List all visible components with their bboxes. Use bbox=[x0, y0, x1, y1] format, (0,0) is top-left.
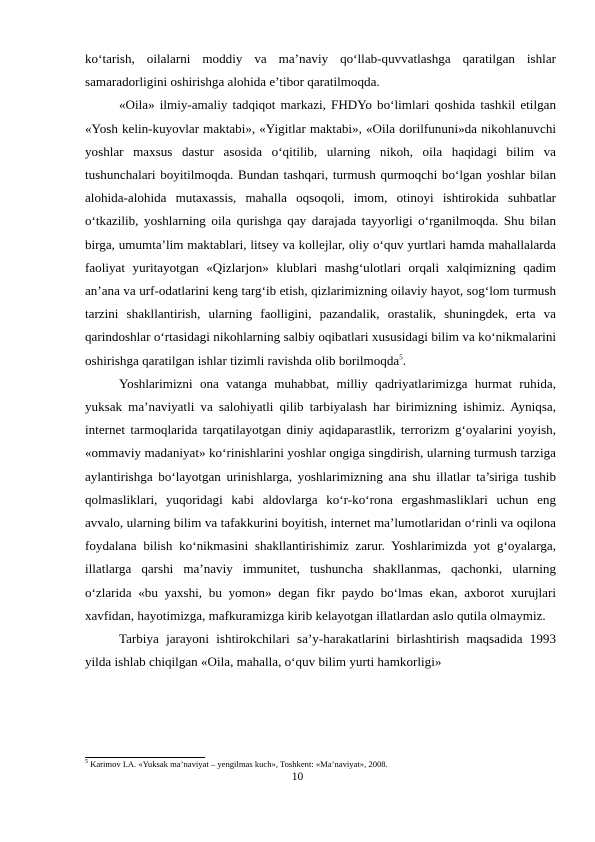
paragraph-1 bbox=[85, 47, 556, 93]
footnote-marker: 5 bbox=[85, 759, 88, 766]
paragraph-2: «Oila» ilmiy-amaliy tadqiqot markazi, FHDYo bo‘limlari qoshida tashkil etilgan «Yosh kelin-kuyovlar maktabi», «Yigitlar maktabi», «Oila dorilfununi»da nikohlanuvchi yoshlar maxsus dastur asosida o‘qitilib, ularning nikoh, oila haqidagi bilim va tushunchalari boyitilmoqda. Bundan tashqari, turmush qurmoqchi bo‘lgan yoshlar bilan alohida-alohida mutaxassis, mahalla oqsoqoli, imom, otinoyi ishtirokida suhbatlar o‘tkazilib, yoshlarning oila qurishga qay darajada tayyorligi o‘rganilmoqda. Shu bilan birga, umumta’lim maktablari, litsey va kollejlar, oliy o‘quv yurtlari hamda mahallalarda faoliyat yuritayotgan «Qizlarjon» klublari mashg‘ulotlari orqali xalqimizning qadim an’ana va urf-odatlarini keng targ‘ib etish, qizlarimizning oilaviy hayot, sog‘lom turmush tarzini shakllantirish, ularning faolligini, pazandalik, orastalik, shuningdek, erta va qarindoshlar o‘rtasidagi nikohlarning salbiy oqibatlari xususidagi bilim va ko‘nikmalarini oshirishga qaratilgan ishlar tizimli ravishda olib borilmoqda$^5$. bbox=[85, 97, 556, 368]
paragraph-3-text: Yoshlarimizni ona vatanga muhabbat, milliy qadriyatlarimizga hurmat ruhida, yuksak ma’naviyatli va salohiyatli qilib tarbiyalash har birimizning ishimiz. Ayniqsa, internet tarmoqlarida tarqatilayotgan diniy aqidaparastlik, terrorizm g‘oyalarini yoyish, «ommaviy madaniyat» ko‘rinishlarini yoshlar ongiga singdirish, ularning turmush tarziga aylantirishga bo‘layotgan urinishlarga, yoshlarimizning ana shu illatlar ta’siriga tushib qolmasliklari, yuqoridagi kabi aldovlarga ko‘r-ko‘rona ergashmasliklari uchun eng avvalo, ularning bilim va tafakkurini boyitish, internet ma’lumotlaridan o‘rinli va oqilona foydalana bilish ko‘nikmasini shakllantirishimiz zarur. Yoshlarimizda yot g‘oyalarga, illatlarga qarshi ma’naviy immunitet, tushuncha shakllanmas, qachonki, ularning o‘zlarida «bu yaxshi, bu yomon» degan fikr paydo bo‘lmas ekan, axborot xurujlari xavfidan, hayotimizga, mafkuramizga kirib kelayotgan illatlardan aslo qutila olmaymiz. bbox=[85, 375, 556, 623]
footnote bbox=[85, 759, 556, 770]
paragraph-3 bbox=[85, 372, 556, 627]
paragraph-1-text: ko‘tarish, oilalarni moddiy va ma’naviy qo‘llab-quvvatlashga qaratilgan ishlar samaradorligini oshirishga alohida e’tibor qaratilmoqda. bbox=[85, 51, 556, 90]
footnote-ref-5[interactable]: 5 bbox=[399, 353, 403, 362]
page-body bbox=[85, 47, 556, 673]
footnote-separator bbox=[85, 757, 205, 758]
paragraph-4-text: Tarbiya jarayoni ishtirokchilari sa’y-harakatlarini birlashtirish maqsadida 1993 yilda ishlab chiqilgan «Oila, mahalla, o‘quv bilim yurti hamkorligi» bbox=[85, 631, 556, 670]
paragraph-4 bbox=[85, 627, 556, 673]
page-number: 10 bbox=[291, 771, 304, 783]
paragraph-2-text: «Oila» ilmiy-amaliy tadqiqot markazi, FHDYo bo‘limlari qoshida tashkil etilgan «Yosh kelin-kuyovlar maktabi», «Yigitlar maktabi», «Oila dorilfununi»da nikohlanuvchi yoshlar maxsus dastur asosida o‘qitilib, ularning nikoh, oila haqidagi bilim va tushunchalari boyitilmoqda. Bundan tashqari, turmush qurmoqchi bo‘lgan yoshlar bilan alohida-alohida mutaxassis, mahalla oqsoqoli, imom, otinoyi ishtirokida suhbatlar o‘tkazilib, yoshlarning oila qurishga qay darajada tayyorligi o‘rganilmoqda. Shu bilan birga, umumta’lim maktablari, litsey va kollejlar, oliy o‘quv yurtlari hamda mahallalarda faoliyat yuritayotgan «Qizlarjon» klublari mashg‘ulotlari orqali xalqimizning qadim an’ana va urf-odatlarini keng targ‘ib etish, qizlarimizning oilaviy hayot, sog‘lom turmush tarzini shakllantirish, ularning faolligini, pazandalik, orastalik, shuningdek, erta va qarindoshlar o‘rtasidagi nikohlarning salbiy oqibatlari xususidagi bilim va ko‘nikmalarini oshirishga qaratilgan ishlar tizimli ravishda olib borilmoqda bbox=[85, 97, 556, 368]
footnote-text: Karimov I.A. «Yuksak ma’naviyat – yengilmas kuch», Toshkent: «Ma’naviyat», 2008. bbox=[88, 759, 388, 769]
